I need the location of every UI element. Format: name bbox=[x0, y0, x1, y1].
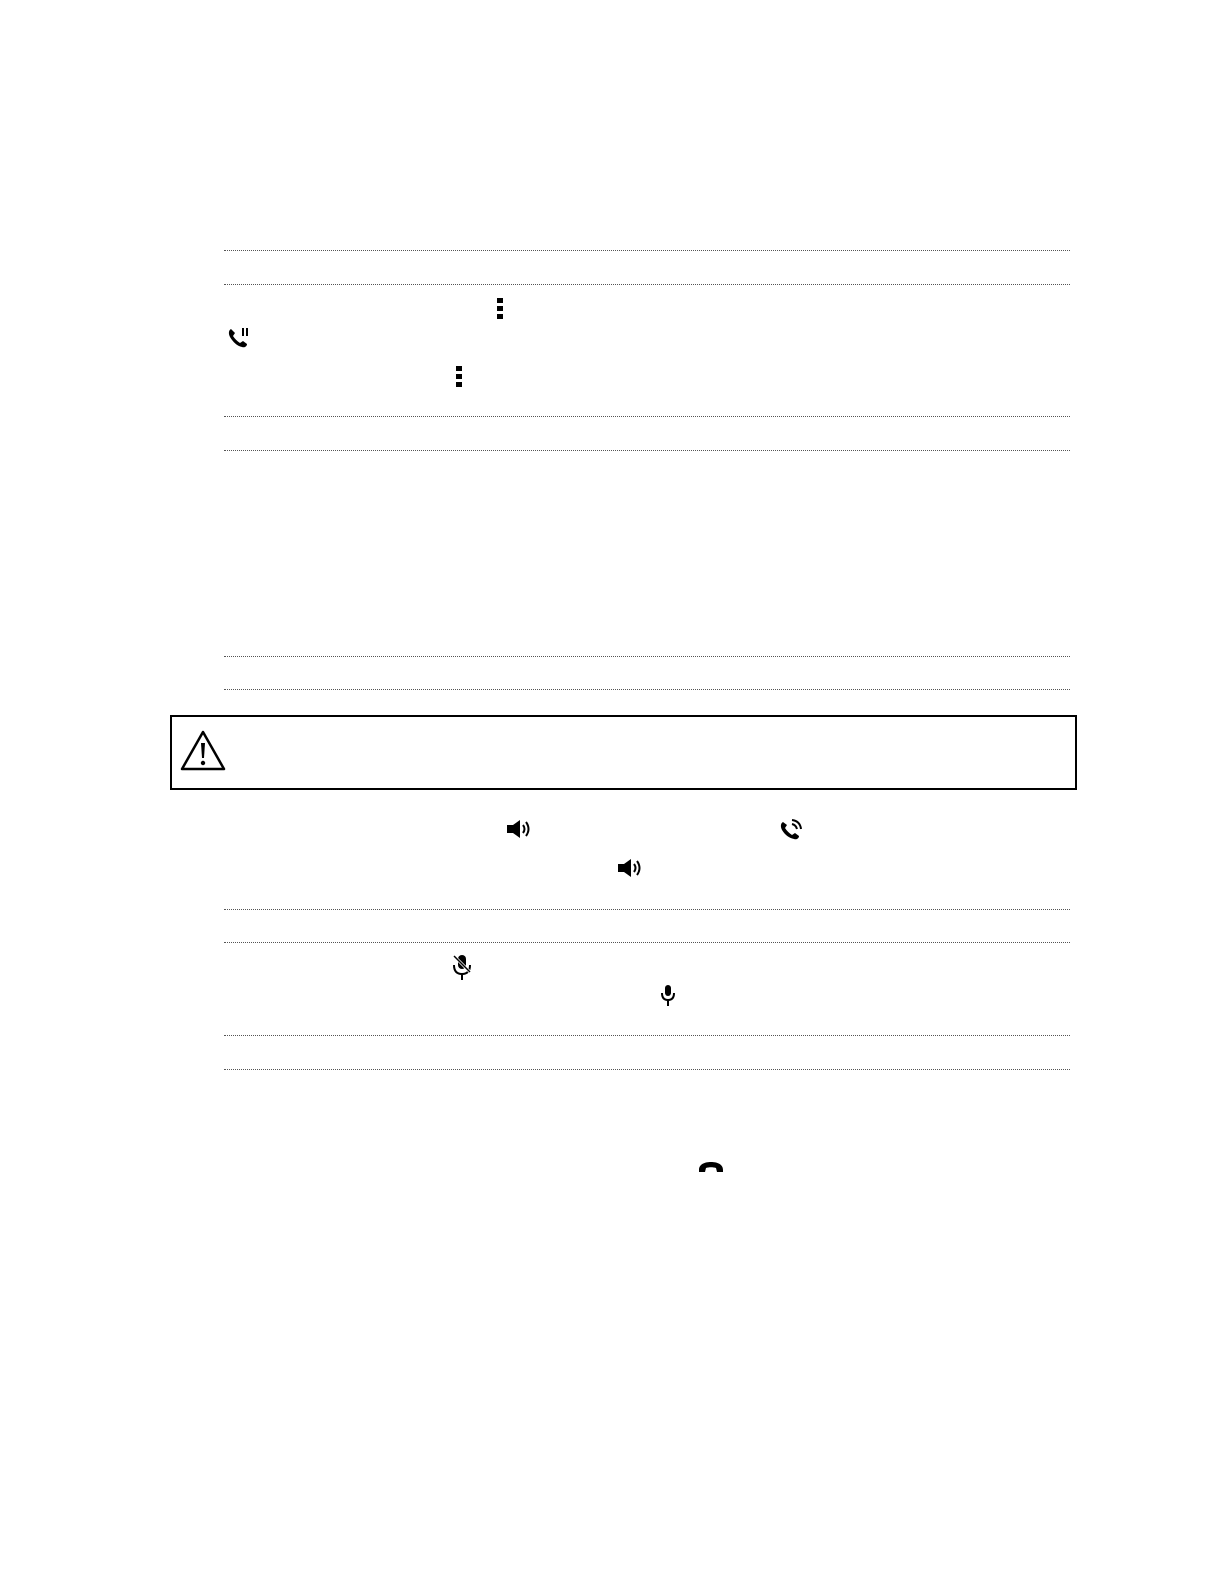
section-rule-top bbox=[224, 250, 1070, 251]
section-rule-top bbox=[224, 656, 1070, 657]
mic-icon bbox=[660, 984, 676, 1008]
more-vertical-icon bbox=[455, 366, 463, 388]
section-rule-bottom bbox=[224, 450, 1070, 451]
speaker-icon bbox=[506, 818, 534, 840]
section-rule-bottom bbox=[224, 1069, 1070, 1070]
speaker-icon bbox=[617, 857, 645, 879]
section-rule-top bbox=[224, 416, 1070, 417]
call-ringing-icon bbox=[779, 818, 803, 840]
end-call-icon bbox=[697, 1160, 725, 1174]
warning-box bbox=[170, 715, 1077, 790]
section-rule-top bbox=[224, 909, 1070, 910]
section-rule-bottom bbox=[224, 942, 1070, 943]
more-vertical-icon bbox=[496, 298, 504, 320]
section-rule-top bbox=[224, 1035, 1070, 1036]
warning-icon bbox=[179, 729, 227, 773]
section-rule-bottom bbox=[224, 689, 1070, 690]
section-rule-bottom bbox=[224, 284, 1070, 285]
call-hold-icon bbox=[227, 327, 251, 349]
mic-muted-icon bbox=[451, 954, 473, 982]
